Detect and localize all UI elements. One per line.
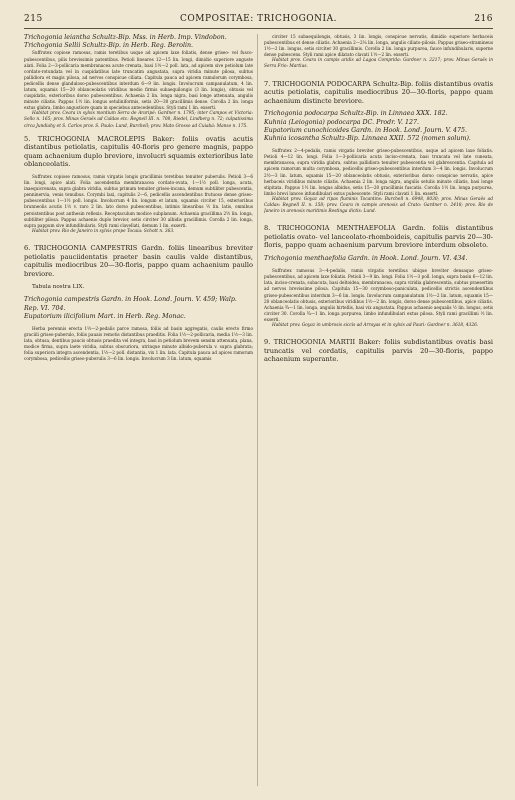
plate-reference: Tabula nostra LIX. (32, 284, 85, 291)
synonym-citation: Trichogonia campestris Gardn. in Hook. Lond. Journ. V. 459; Walp. Rep. VI. 704. (24, 296, 237, 312)
left-column (24, 34, 253, 790)
running-header (24, 14, 493, 28)
species-heading: 8. TRICHOGONIA MENTHAEFOLIA Gardn. foliis distantibus petiolatis ovato- vel lanceolato-rhomboideis, capitulis parvis 20—30-floris, pappo quam achaenium parvum breviore interdum obsoleto. (264, 224, 493, 250)
species-heading: 6. TRICHOGONIA CAMPESTRIS Gardn. foliis linearibus breviter petiolatis pauciidentatis praeter basin caulis valde distantibus, capitulis mediocribus 20—30-floris, pappo quam achaenium paullo breviore. (24, 243, 253, 278)
description-paragraph: Suffrutex copiose ramosus, ramis virgatis longis gracillimis teretibus tenuiter puberulis. Petioli 3—6 lin. longi, apice alati. Folia ascendentia membranacea cordato-ovata, 1—1½ poll. longa, acuta, inaequicrenata, supra glabra viridia, subtus primum tenuiter griseo-incana, demum subtiliter pubescentia, penninervia, venis tenuibus. Corymbi laxi, capitulis 2—6, pedicellis ascendentibus frutuoso dense griseo-pubescentibus 1—1½ poll. longis. Involucrum 4 lin. longum et latum, squamis circiter 15, exterioribus brunneolis acutis 1½ v. raro 2 lin. lato dorso pubescentibus, intimis linearibus ½ lin. latis, omnibus persistentibus post anthesin reflexis. Receptaculum modice subplanum. Achaenia gracillima 2½ lin. longa, subtiliter pilosa. Pappus achaenio duplo brevior, setis circiter 30 albidis gracillimis. Corolla 2 lin. longa, supra pappum sive infundibularis. Styli rami clavellati, demum 1 lin. exserti. (24, 174, 253, 228)
header-rule (24, 28, 493, 29)
page-number-left: 215 (24, 14, 43, 24)
habitat-paragraph: Habitat prov. Ceara in sylvis montium Serra de Araripé: Gardner n. 1795; inter Campos et Victoria: Sello n. 165; prov. Minas Geraës ad Caldas etc: Regnell III. n. 708, Riedel, Lindberg n. 72; culpatissima circa Jundiahy et S. Carlos prov. S. Paulo: Lund, Burchell; prov. Mato Grosso ad Cuiabá: Manso n. 175. (24, 111, 253, 129)
synonym-citation: Kuhnia (Leiogonia) podocarpa DC. Prodr. V. 127. (264, 118, 420, 126)
synonym-citation: Trichogonia podocarpa Schultz-Bip. in Linnaea XXX. 182. (264, 110, 448, 118)
spacer (264, 215, 493, 224)
column-divider (257, 34, 258, 786)
species-heading: 5. TRICHOGONIA MACROLEPIS Baker: foliis ovatis acutis distantibus petiolatis, capitulis 40-floris pro genere magnis, pappo quam achaenium duplo breviore, involucri squamis exterioribus late oblanceolatis. (24, 134, 253, 169)
description-paragraph: Suffrutex 2—4-pedalis, ramis virgatis breviter griseo-pubescentibus, usque ad apicem laxe foliatis. Petioli 4—12 lin. longi. Folia 1—3-pollicaria acuta inciso-crenata, basi truncata vel late cuneata, membranacea, supra viridia glabra, subtus pallidiora tenuiter pubescentia vel glabrescentia. Capitula ad apicem ramorum multa corymbosa, pedicellis griseo-pubescentibus interdum 3—4 lin. longis. Involucrum 2½—3 lin. latum, squamis 15—20 oblanceolatis obtusis, exterioribus dorso conspicue nervatis, apice herbaceis viridibus minute ciliatis. Achaenia 2 lin. longa nigra, angulis setulis minute ciliatis, basi longe stipitata. Pappus 1½ lin. longus albidus, setis 15—20 gracillimis fuscatis. Corolla 1½ lin. longa purpurea, limbo brevi lanceo infundibulari extus pubescente. Styli rami clavati 1 lin. exserti. (264, 148, 493, 196)
description-paragraph: circiter 15 subaequilongis, obtusis, 3 lin. longis, conspicue nervatis, dimidio superiore herbaceis pubescentibus et dense ciliatis. Achaenia 2—2¼ lin. longa, angulis ciliato-pilosis. Pappus griseo-stramineus 1½—2 lin. longus, setis circiter 30 gracillimis. Corolla 2 lin. longa purpurea, fauce infundibularis, superne dense pubescens. Styli rami apice dilatato clavati 1½—2 lin. exserti. (264, 34, 493, 58)
habitat-paragraph: Habitat prov. Goyaz in umbrosis siccis ad Arrayas et in sylvis ad Pauri: Gardner n. 3618, 4326. (272, 323, 479, 329)
species-heading: 7. TRICHOGONIA PODOCARPA Schultz-Bip. foliis distantibus ovatis acutis petiolatis, capitulis mediocribus 20—30-floris, pappo quam achaenium distincte breviore. (264, 79, 493, 105)
synonym-citation: Trichogonia Sellii Schultz-Bip. in Herb. Reg. Berolin. (24, 42, 194, 50)
synonym-citation: Eupatorium ilicifolium Mart. in Herb. Reg. Monac. (24, 312, 186, 320)
description-paragraph: Suffrutex ramosus 3—4-pedalis, ramis virgatis teretibus ubique breviter densaque griseo-pubescentibus, ad apicem laxe foliatis. Petioli 3—9 lin. longi. Folia 1½—3 poll. longa, supra basin 6—12 lin. lata, inciso-crenata, subacuta, basi deltoidea, membranacea, supra viridia glabrescentia, subtus praesertim ad nervos brevissime pilosa. Capitula 15—30 corymboso-paniculata, pedicellis strictis ascendentibus griseo-pubescentibus interdum 3—6 lin. longis. Involucrum campanulatum 1½—2 lin. latum, squamis 15—20 oblanceolatis obtusis, exterioribus viridibus 1½—2 lin. longis, dorso dense pubescentibus, apice ciliatis. Achaenia ¾—1 lin. longa, angulis hirtellis, basi vix angustata. Pappus achaenio aequalis ½ lin. longus, setis circiter 30. Corolla ¾—1 lin. longa purpurea, limbo infundibulari extus pilosa. Styli rami gracillimi ½ lin. exserti. (264, 268, 493, 322)
habitat-paragraph: Habitat prov. Ceara in campis aridis ad Lagoa Comprida: Gardner n. 2217; prov. Minas Geraës in Serra Frio: Martius. (264, 58, 493, 70)
synonym-citation: Kuhnia icosantha Schultz-Bip. Linnaea XXII. 572 (nomen solum). (264, 134, 471, 142)
spacer (24, 235, 253, 244)
synonym-citation: Eupatorium cunochicoides Gardn. in Hook. Lond. Journ. V. 475. (264, 126, 467, 134)
synonym-citation: Trichogonia menthaefolia Gardn. in Hook. Lond. Journ. VI. 434. (264, 254, 468, 262)
synonym-citation: Trichogonia leiantha Schultz-Bip. Mss. in Herb. Imp. Vindobon. (24, 34, 227, 41)
species-heading: 9. TRICHOGONIA MARTII Baker: foliis subdistantibus ovatis basi truncatis vel cordatis, capitulis parvis 20—30-floris, pappo achaenium superante. (264, 338, 493, 364)
description-paragraph: Suffrutex copiose ramosus, ramis teretibus usque ad apicem laxe foliatis, dense griseo- vel fusco-pubescentibus, pilis brevissimis patentibus. Petioli lineares 12—15 lin. longi, dimidio superiore anguste alati. Folia 2—3-pollicaria membranacea acute crenata, basi 1½—2 poll. lata, ad apicem sive petiolum late cordato-rotundata vel in cuspidatibus late truncatim angustata, supra viridia minute pilosa, subtus pallidiora et magis pilosa, ad nervos conspicue ciliata. Capitula pauca ad apicem ramulorum corymbosa, pedicellis dense glanduloso-pubescentibus interdum 6—9 lin. longis. Involucrum campanulatum, 4 lin. latum, squamis 15—20 oblanceolatis viridibus medio firmis subaequilongis (3 lin. longis), obtusis vel cuspidatis, exterioribus dorso pubescentibus. Achaenia 2 lin. longa nigra, basi longe attenuata, angulis minute ciliatis. Pappus 1½ lin. longus setuliniformis, setis 20—30 gracillimis dense. Corolla 2 lin. longa extus glabra, limbo angustiore quam in speciebus antecedentibus. Styli rami 1 lin. exserti. (24, 50, 253, 111)
page-number-right: 216 (474, 14, 493, 24)
spacer (264, 71, 493, 80)
habitat-paragraph: Habitat prov. Rio de Janeiro in sylvis prope Tocaia: Schott n. 363. (32, 228, 175, 234)
running-title: COMPOSITAE: TRICHOGONIA. (180, 14, 337, 24)
habitat-paragraph: Habitat prov. Goyaz ad ripas fluminis Tocantins: Burchell n. 6948, 8030; prov. Minas Geraës ad Caldas: Regnell II. n. 158; prov. Ceara in campis arenosis ad Crato: Gardner n. 2418; prov. Rio de Janeiro in arenosis maritimis Restinga dictis: Lund. (264, 196, 493, 215)
description-paragraph: Herba perennis erecta 1½—2-pedalis parce ramosa, foliis ad basin aggregatis, caulis erecto firmo graciili griseo-puberulo, foliis pauais remotis distantibus praeditis. Folia 1½—2-pollicaria, media 1½—3 lin. lata, obtusa, dentibus paucis obtusis praedita vel integra, basi in petiolum brevem sensim attenuata, plana, modice firma, supra laete viridia, subtus obscuriora, utrinque minute albido-puberula v. supra glabrata; folia superiora integra ascendentia, 1½—2 poll. distantia, vix 1 lin. lata. Capitula pauca ad apices ramorum corymbosa, pedicellis griseo-puberulis 3—6 lin. longis. Involucrum 3 lin. latum, squamis (24, 325, 253, 362)
right-column (264, 34, 493, 790)
spacer (264, 329, 493, 338)
